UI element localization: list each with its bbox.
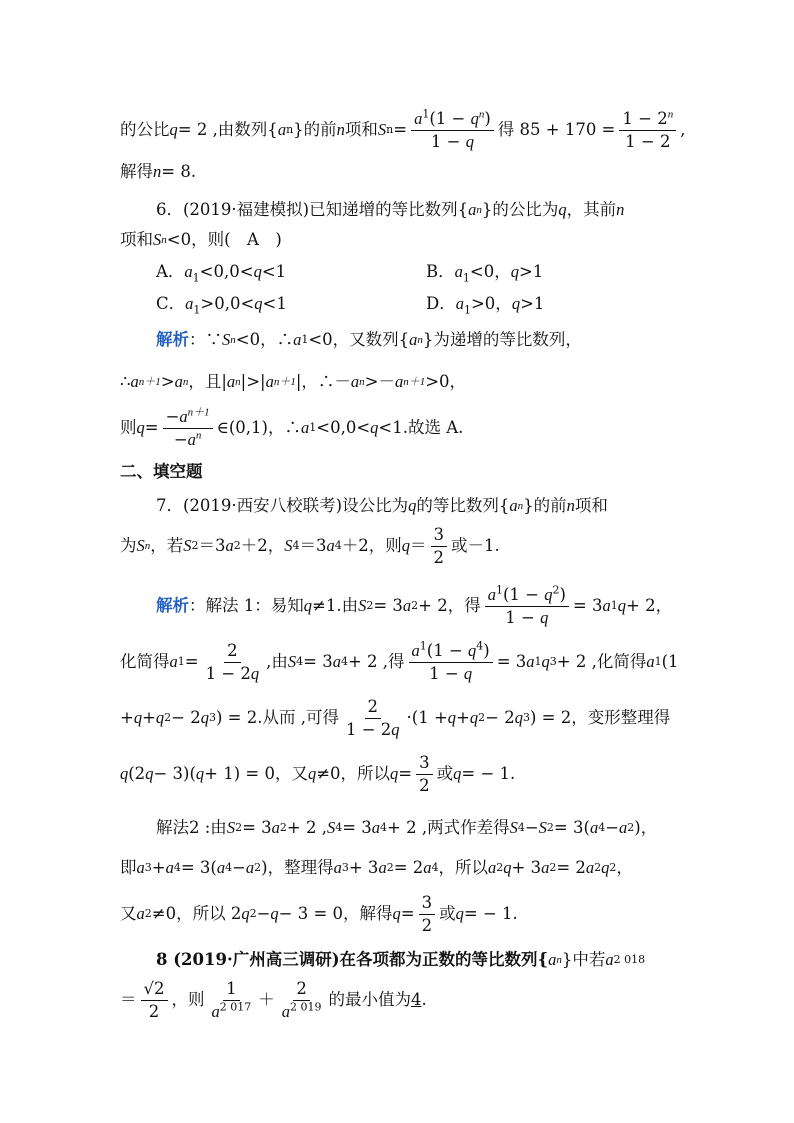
solution-label: 解析 [156,597,189,615]
sqrt2-fraction: $\frac{√2}{2}$ [141,980,168,1021]
q8-stem-line-1: 8 (2019·广州高三调研)在各项都为正数的等比数列{ a n }中若 a 2 018 [156,950,646,969]
q7-method2-line-3: 又 a 2 ≠0，所以 2 q 2 − q − 3 = 0，解得 q = $\frac{3}{2}$ 或 q = − 1. [120,892,518,935]
q7-method1-line-3: + q + q 2 − 2 q 3 ) = 2.从而 ,可得 $\frac{2}{1 - 2q}$ ·(1 + q + q 2 − 2 q 3 ) = 2，变形整理得 [120,696,671,739]
q6-solution-line-2: ∴ a n＋1 > a n ，且| a n |>| a n＋1 |，∴－ a n >－ a n＋1 >0， [120,372,467,391]
q6-option-a: A．$a_1<0,0<q<1$ [156,262,287,285]
continuation-line-2: 解得 n = 8. [120,162,197,181]
q6-solution-line-3: 则 q = $\frac{-a^{n+1}}{-a^n}$ ∈(0,1)，∴ a 1 <0,0< q <1.故选 A. [120,406,464,449]
answer-fraction: $\frac{3}{2}$ [431,526,448,567]
solution-label: 解析 [156,331,189,349]
q7-method1-line-4: q (2 q − 3)( q + 1) = 0，又 q ≠0，所以 q = $\frac{3}{2}$ 或 q = − 1. [120,752,516,795]
q6-stem-line-1: 6．(2019·福建模拟)已知递增的等比数列{ a n }的公比为 q ，其前 n [156,200,625,219]
combined-fraction: $\frac{2}{1 - 2q}$ [345,696,400,739]
answer-value: 4 [411,990,422,1009]
q7-stem-line-2: 为 S n ，若 S 2 ＝3 a 2 ＋2， S 4 ＝3 a 4 ＋2，则 q ＝ $\frac{3}{2}$ 或－1. [120,524,500,567]
q6-option-d: D．$a_1>0$，q>1 [426,294,545,317]
q7-method1-line-2: 化简得 a 1 = $\frac{2}{1 - 2q}$ ,由 S 4 = 3 a 4 + 2 ,得 $\frac{a^1(1 - q^4)}{1 - q}$ = 3 a 1 q 3 + 2 ,化简得 a 1 (1 [120,639,679,683]
continuation-line-1: 的公比 q = 2 ,由数列{ a n }的前 n 项和 S n = $\frac{a^1(1 - q^n)}{1 - q}$ 得 85 + 170 = $\frac{1 - 2^n}{1 - 2}$ , [120,107,686,151]
first-term-fraction: $\frac{1}{a^{2 017}}$ [211,978,252,1021]
q6-option-c: C．$a_1>0,0<q<1$ [156,294,287,317]
method2-answer-fraction: $\frac{3}{2}$ [419,894,436,935]
second-term-fraction: $\frac{2}{a^{2 019}}$ [281,978,322,1021]
q7-method2-line-1: 解法2 :由 S 2 = 3 a 2 + 2 , S 4 = 3 a 4 + 2 ,两式作差得 S 4 − S 2 = 3( a 4 − a 2 )， [156,818,658,837]
a1-fraction: $\frac{2}{1 - 2q}$ [205,640,260,683]
q7-method2-line-2: 即 a 3 + a 4 = 3( a 4 − a 2 )，整理得 a 3 + 3 a 2 = 2 a 4 ，所以 a 2 q + 3 a 2 = 2 a 2 q 2 ， [120,858,633,877]
q7-stem-line-1: 7．(2019·西安八校联考)设公比为 q 的等比数列{ a n }的前 n 项和 [156,496,608,515]
q6-option-b: B．$a_1<0$，q>1 [426,262,544,285]
q7-method1-line-1: 解析 ：解法 1：易知 q ≠1.由 S 2 = 3 a 2 + 2，得 $\frac{a^1(1 - q^2)}{1 - q}$ = 3 a 1 q + 2， [156,583,673,627]
s4-fraction: $\frac{a^1(1 - q^4)}{1 - q}$ [409,642,493,683]
sum-formula-fraction: $\frac{a^1(1 - q^n)}{1 - q}$ [411,110,494,151]
ratio-fraction: $\frac{1 - 2^n}{1 - 2}$ [619,110,676,151]
q6-solution-line-1: 解析 ：∵ S n <0，∴ a 1 <0，又数列{ a n }为递增的等比数列， [156,330,582,349]
q-ratio-fraction: $\frac{-a^{n+1}}{-a^n}$ [163,408,213,449]
q6-stem-line-2: 项和 S n <0，则( A ) [120,230,282,249]
s2-fraction: $\frac{a^1(1 - q^2)}{1 - q}$ [485,586,569,627]
q8-stem-line-2: ＝ $\frac{√2}{2}$ ，则 $\frac{1}{a^{2 017}}$ ＋ $\frac{2}{a^{2 019}}$ 的最小值为 4 . [120,978,427,1021]
section-heading: 二、填空题 [120,463,203,481]
method1-answer-fraction: $\frac{3}{2}$ [416,754,433,795]
